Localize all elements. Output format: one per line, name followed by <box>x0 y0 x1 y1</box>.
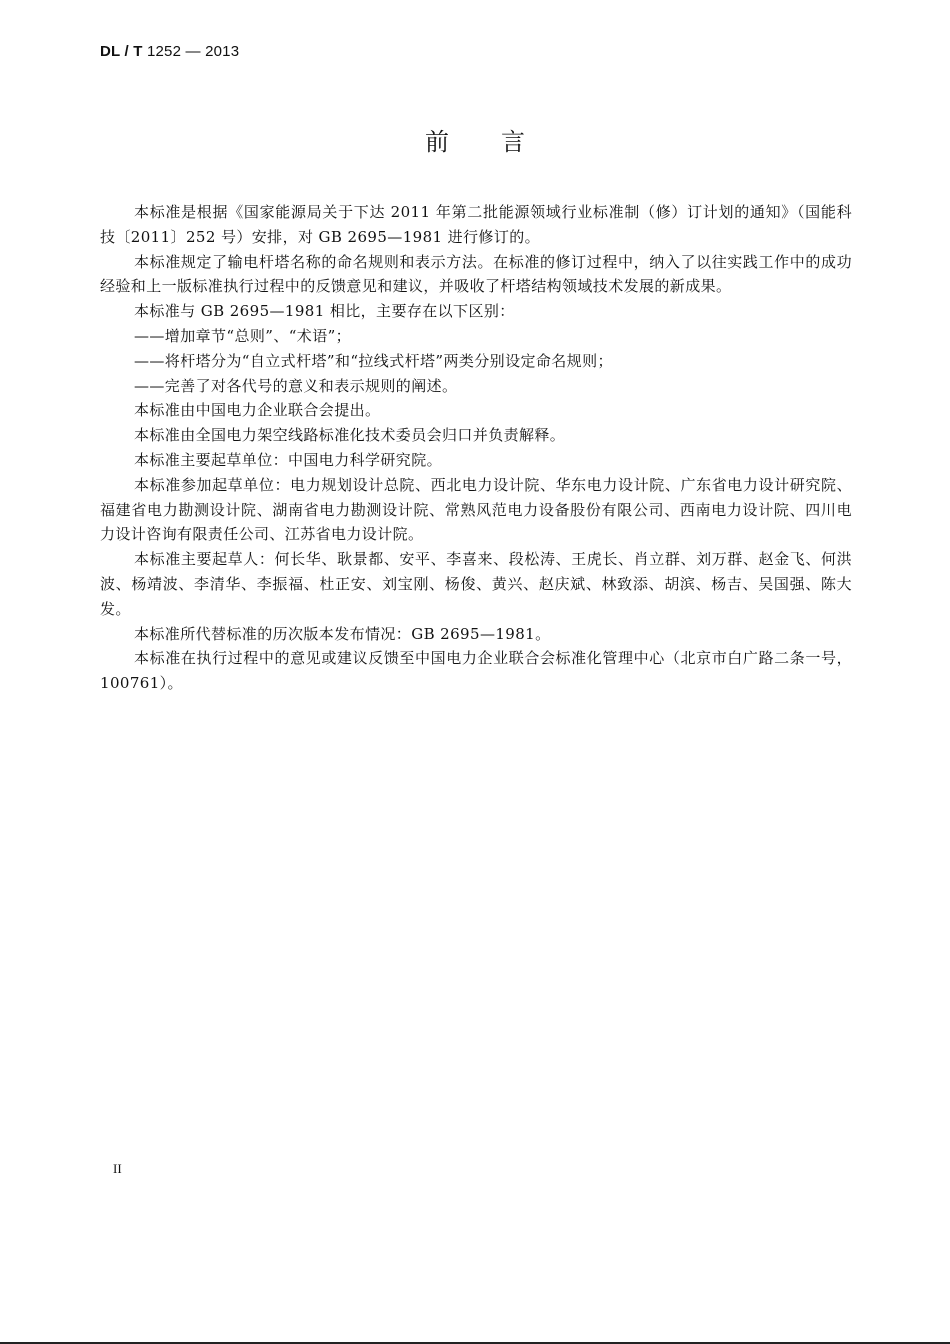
paragraph-difference-2: ——将杆塔分为“自立式杆塔”和“拉线式杆塔”两类分别设定命名规则； <box>134 351 613 370</box>
paragraph-basis: 本标准是根据《国家能源局关于下达 2011 年第二批能源领域行业标准制（修）订计划的通知》（国能科技〔2011〕252 号）安排，对 GB 2695—1981 进行修订的。 <box>100 203 852 246</box>
standard-code-prefix: DL / T <box>100 43 143 60</box>
standard-code-number: 1252 — 2013 <box>142 43 240 60</box>
standard-code <box>100 43 239 60</box>
paragraph-difference-1: ——增加章节“总则”、“术语”； <box>134 326 352 345</box>
paragraph-scope: 本标准规定了输电杆塔名称的命名规则和表示方法。在标准的修订过程中，纳入了以往实践工作中的成功经验和上一版标准执行过程中的反馈意见和建议，并吸收了杆塔结构领域技术发展的新成果。 <box>100 252 852 296</box>
page-number: II <box>113 1161 122 1176</box>
paragraph-responsible: 本标准由全国电力架空线路标准化技术委员会归口并负责解释。 <box>134 426 566 445</box>
paragraph-difference-3: ——完善了对各代号的意义和表示规则的阐述。 <box>134 376 458 395</box>
page-title: 前言 <box>425 128 577 156</box>
paragraph-differences-intro: 本标准与 GB 2695—1981 相比，主要存在以下区别： <box>134 302 515 321</box>
paragraph-feedback: 本标准在执行过程中的意见或建议反馈至中国电力企业联合会标准化管理中心（北京市白广路二条一号，100761）。 <box>100 649 852 693</box>
foreword-body <box>100 200 852 696</box>
paragraph-main-drafter-unit: 本标准主要起草单位：中国电力科学研究院。 <box>134 450 443 469</box>
paragraph-history: 本标准所代替标准的历次版本发布情况：GB 2695—1981。 <box>134 624 551 643</box>
paragraph-drafters: 本标准主要起草人：何长华、耿景都、安平、李喜来、段松涛、王虎长、肖立群、刘万群、赵金飞、何洪波、杨靖波、李清华、李振福、杜正安、刘宝刚、杨俊、黄兴、赵庆斌、林致添、胡滨、杨吉、吴国强、陈大发。 <box>100 550 852 618</box>
paragraph-proposer: 本标准由中国电力企业联合会提出。 <box>134 401 381 420</box>
paragraph-participating-units: 本标准参加起草单位：电力规划设计总院、西北电力设计院、华东电力设计院、广东省电力设计研究院、福建省电力勘测设计院、湖南省电力勘测设计院、常熟风范电力设备股份有限公司、西南电力设计院、四川电力设计咨询有限责任公司、江苏省电力设计院。 <box>100 475 852 544</box>
